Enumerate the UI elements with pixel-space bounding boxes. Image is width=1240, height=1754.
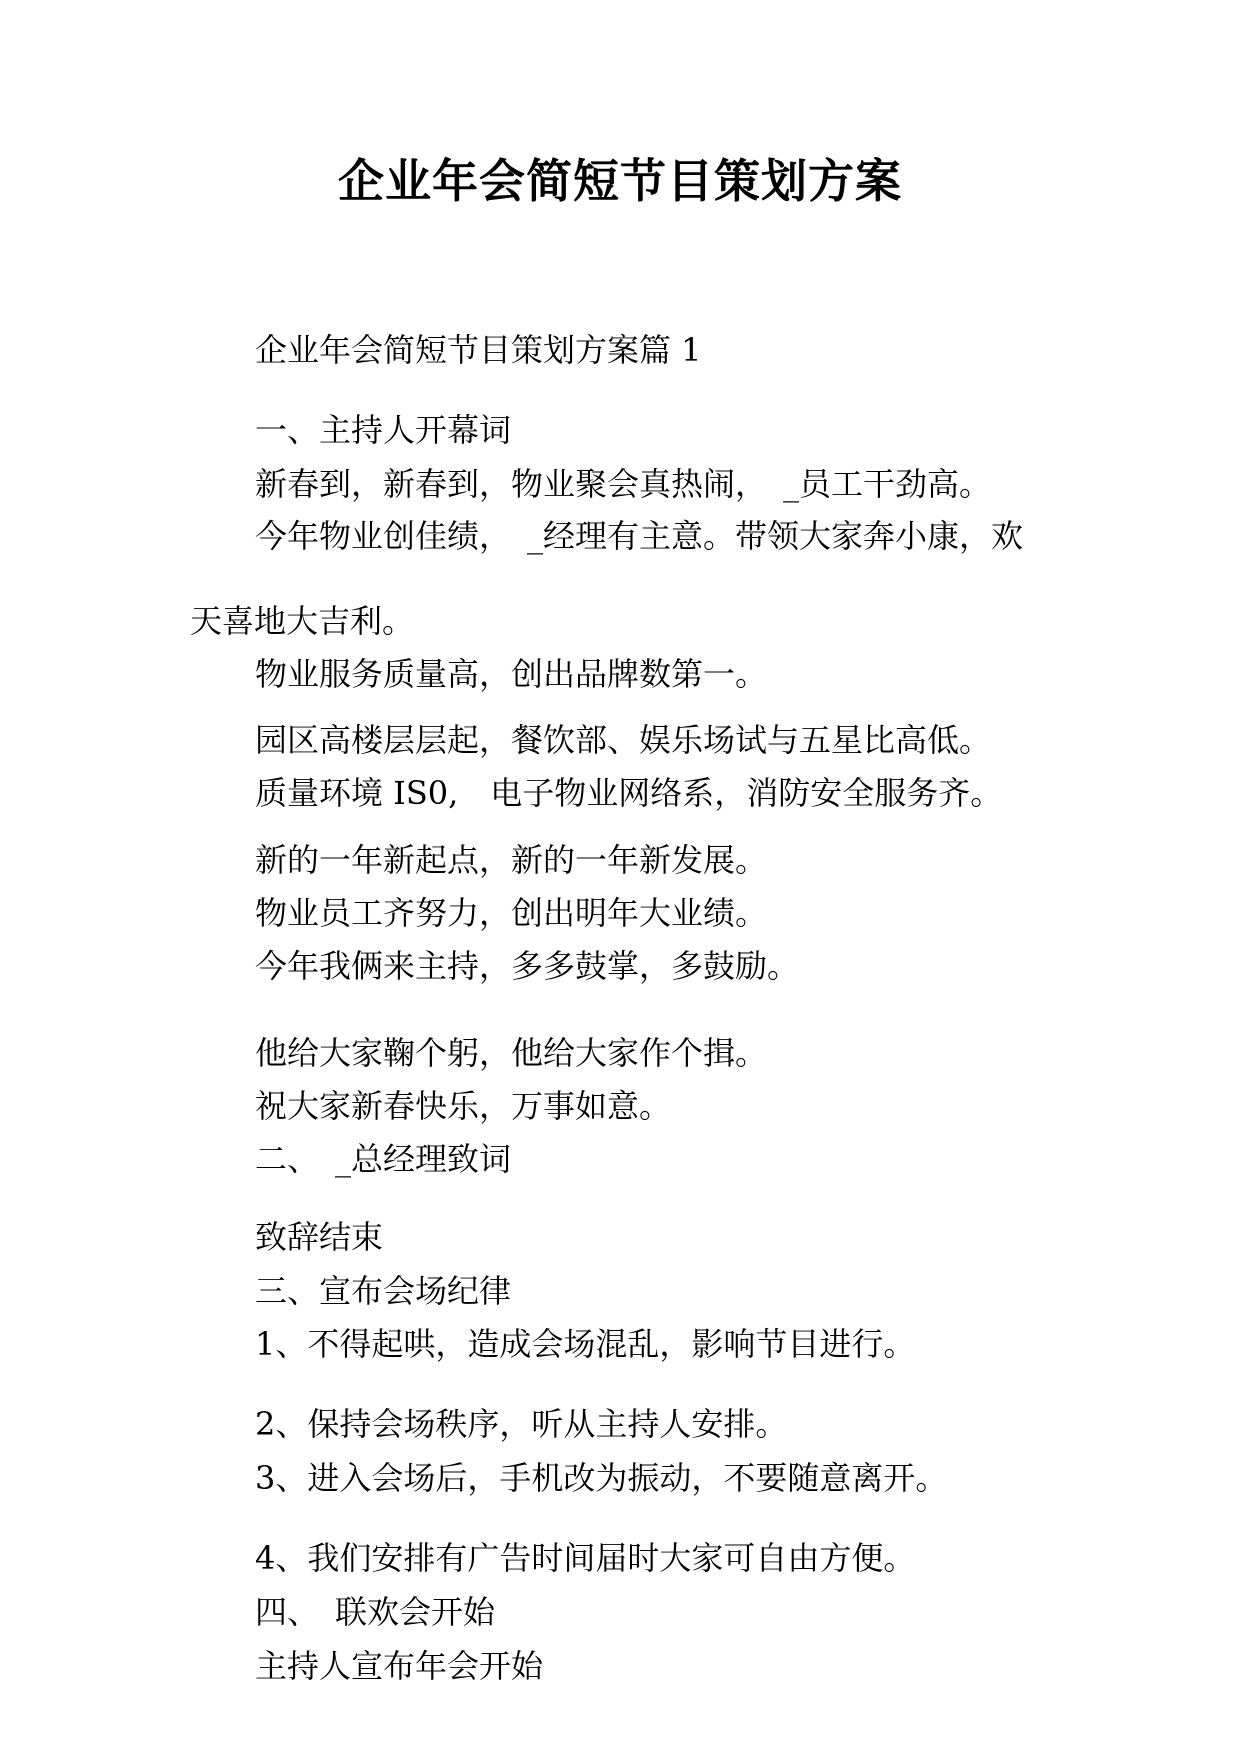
paragraph-line: 天喜地大吉利。 xyxy=(190,602,415,640)
paragraph-line: 物业员工齐努力，创出明年大业绩。 xyxy=(255,894,768,932)
paragraph-line: 今年我俩来主持，多多鼓掌，多鼓励。 xyxy=(255,947,800,985)
heading-opening-speech: 一、主持人开幕词 xyxy=(255,411,512,449)
paragraph-line: 致辞结束 xyxy=(255,1218,384,1256)
section-subtitle: 企业年会简短节目策划方案篇 1 xyxy=(255,331,702,369)
paragraph-line: 祝大家新春快乐，万事如意。 xyxy=(255,1087,672,1125)
paragraph-line: 园区高楼层层起，餐饮部、娱乐场试与五星比高低。 xyxy=(255,721,992,759)
paragraph-line: 他给大家鞠个躬，他给大家作个揖。 xyxy=(255,1034,768,1072)
heading-gm-speech: 二、 _总经理致词 xyxy=(255,1140,512,1178)
paragraph-line: 新春到，新春到，物业聚会真热闹， _员工干劲高。 xyxy=(255,465,992,503)
heading-party-start: 四、 联欢会开始 xyxy=(255,1593,496,1631)
paragraph-line: 今年物业创佳绩， _经理有主意。带领大家奔小康，欢 xyxy=(255,517,1024,555)
rule-item: 4、我们安排有广告时间届时大家可自由方便。 xyxy=(255,1539,916,1577)
paragraph-line: 质量环境 IS0, 电子物业网络系，消防安全服务齐。 xyxy=(255,774,1003,812)
rule-item: 2、保持会场秩序，听从主持人安排。 xyxy=(255,1405,788,1443)
rule-item: 3、进入会场后，手机改为振动，不要随意离开。 xyxy=(255,1459,948,1497)
heading-venue-rules: 三、宣布会场纪律 xyxy=(255,1272,512,1310)
rule-item: 1、不得起哄，造成会场混乱，影响节目进行。 xyxy=(255,1325,916,1363)
document-title: 企业年会简短节目策划方案 xyxy=(338,154,902,208)
paragraph-line: 新的一年新起点，新的一年新发展。 xyxy=(255,841,768,879)
paragraph-line: 物业服务质量高，创出品牌数第一。 xyxy=(255,655,768,693)
paragraph-line: 主持人宣布年会开始 xyxy=(255,1647,544,1685)
